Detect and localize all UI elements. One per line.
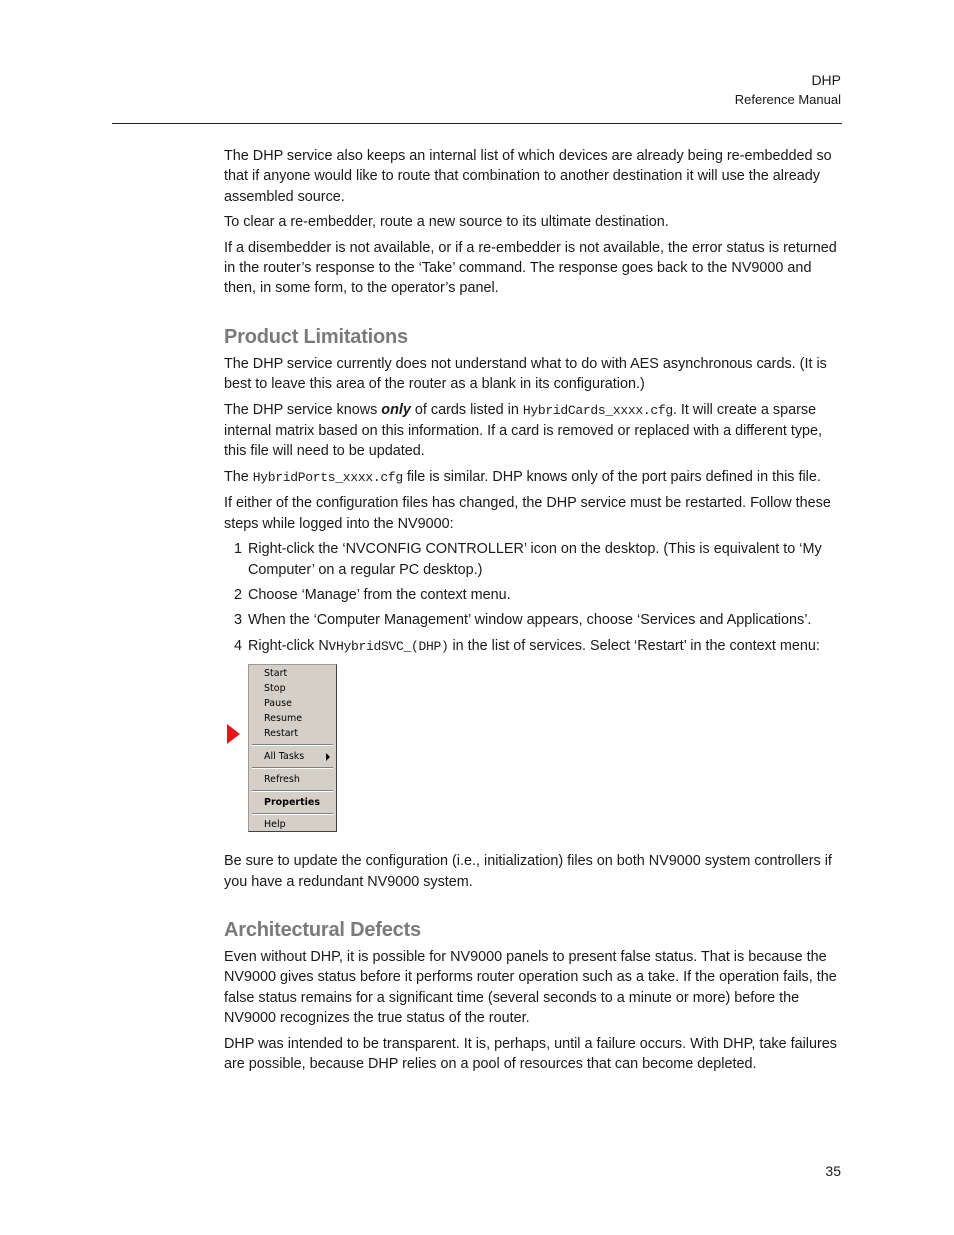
page-number: 35 (825, 1163, 841, 1179)
heading-product-limitations: Product Limitations (224, 325, 408, 348)
menu-item-properties[interactable]: Properties (264, 797, 320, 809)
menu-separator (252, 790, 333, 792)
code-hybridcards: HybridCards_xxxx.cfg (522, 402, 673, 418)
intro-paragraph-1: The DHP service also keeps an internal list of which devices are already being re-embedded so that if anyone would like to route that combination to another destination it will use the already assembled source. (224, 148, 832, 205)
restart-steps (224, 539, 844, 657)
header-rule (112, 123, 842, 124)
pointer-arrow-icon (227, 724, 240, 744)
menu-separator (252, 813, 333, 815)
limitations-paragraph-5: Be sure to update the configuration (i.e., initialization) files on both NV9000 system controllers if you have a redundant NV9000 system. (224, 853, 832, 890)
code-hybridports: HybridPorts_xxxx.cfg (252, 469, 403, 485)
menu-item-all-tasks[interactable]: All Tasks (264, 751, 305, 763)
limitations-paragraph-3: The HybridPorts_xxxx.cfg file is similar. DHP knows only of the port pairs defined in this file. (224, 468, 821, 485)
menu-separator (252, 767, 333, 769)
submenu-arrow-icon (326, 753, 330, 761)
header-subtitle: Reference Manual (734, 92, 841, 107)
defects-paragraph-2: DHP was intended to be transparent. It is, perhaps, until a failure occurs. With DHP, take failures are possible, because DHP relies on a pool of resources that can become depleted. (224, 1035, 837, 1072)
context-menu (248, 664, 337, 832)
menu-item-restart[interactable]: Restart (264, 728, 299, 740)
heading-architectural-defects: Architectural Defects (224, 918, 421, 941)
context-menu-figure (224, 664, 844, 840)
emphasis-only: only (381, 401, 411, 418)
page-content (224, 146, 844, 1079)
step-1: 1 Right-click the ‘NVCONFIG CONTROLLER’ icon on the desktop. (This is equivalent to ‘My Computer’ on a regular PC desktop.) (234, 541, 822, 578)
intro-paragraph-2: To clear a re-embedder, route a new source to its ultimate destination. (224, 214, 669, 231)
limitations-paragraph-4: If either of the configuration files has changed, the DHP service must be restarted. Follow these steps while logged into the NV9000: (224, 495, 831, 532)
limitations-paragraph-2: The DHP service knows only of cards listed in HybridCards_xxxx.cfg. It will create a sparse internal matrix based on this information. If a card is removed or replaced with a different type, this file will need to be updated. (224, 401, 823, 460)
menu-item-pause[interactable]: Pause (264, 698, 292, 710)
menu-item-refresh[interactable]: Refresh (264, 774, 300, 786)
step-2: 2 Choose ‘Manage’ from the context menu. (234, 586, 511, 603)
intro-paragraph-3: If a disembedder is not available, or if a re-embedder is not available, the error status is returned in the router’s response to the ‘Take’ command. The response goes back to the NV9000 and then, in some form, to the operator’s panel. (224, 239, 837, 297)
header-title: DHP (811, 72, 841, 88)
menu-item-help[interactable]: Help (264, 819, 286, 831)
menu-item-stop[interactable]: Stop (264, 683, 286, 695)
step-3: 3 When the ‘Computer Management’ window appears, choose ‘Services and Applications’. (234, 612, 812, 629)
defects-paragraph-1: Even without DHP, it is possible for NV9000 panels to present false status. That is because the NV9000 gives status before it performs router operation such as a take. If the operation fails, the false status remains for a significant time (several seconds to a minute or more) before the NV9000 recognizes the true status of the router. (224, 948, 837, 1027)
menu-item-resume[interactable]: Resume (264, 713, 303, 725)
menu-separator (252, 744, 333, 746)
menu-item-start[interactable]: Start (264, 668, 288, 680)
code-hybridsvc: HybridSVC_(DHP) (335, 638, 449, 654)
limitations-paragraph-1: The DHP service currently does not understand what to do with AES asynchronous cards. (It is best to leave this area of the router as a blank in its configuration.) (224, 355, 827, 393)
step-4: 4 Right-click NvHybridSVC_(DHP) in the list of services. Select ‘Restart’ in the context menu: (234, 637, 820, 654)
